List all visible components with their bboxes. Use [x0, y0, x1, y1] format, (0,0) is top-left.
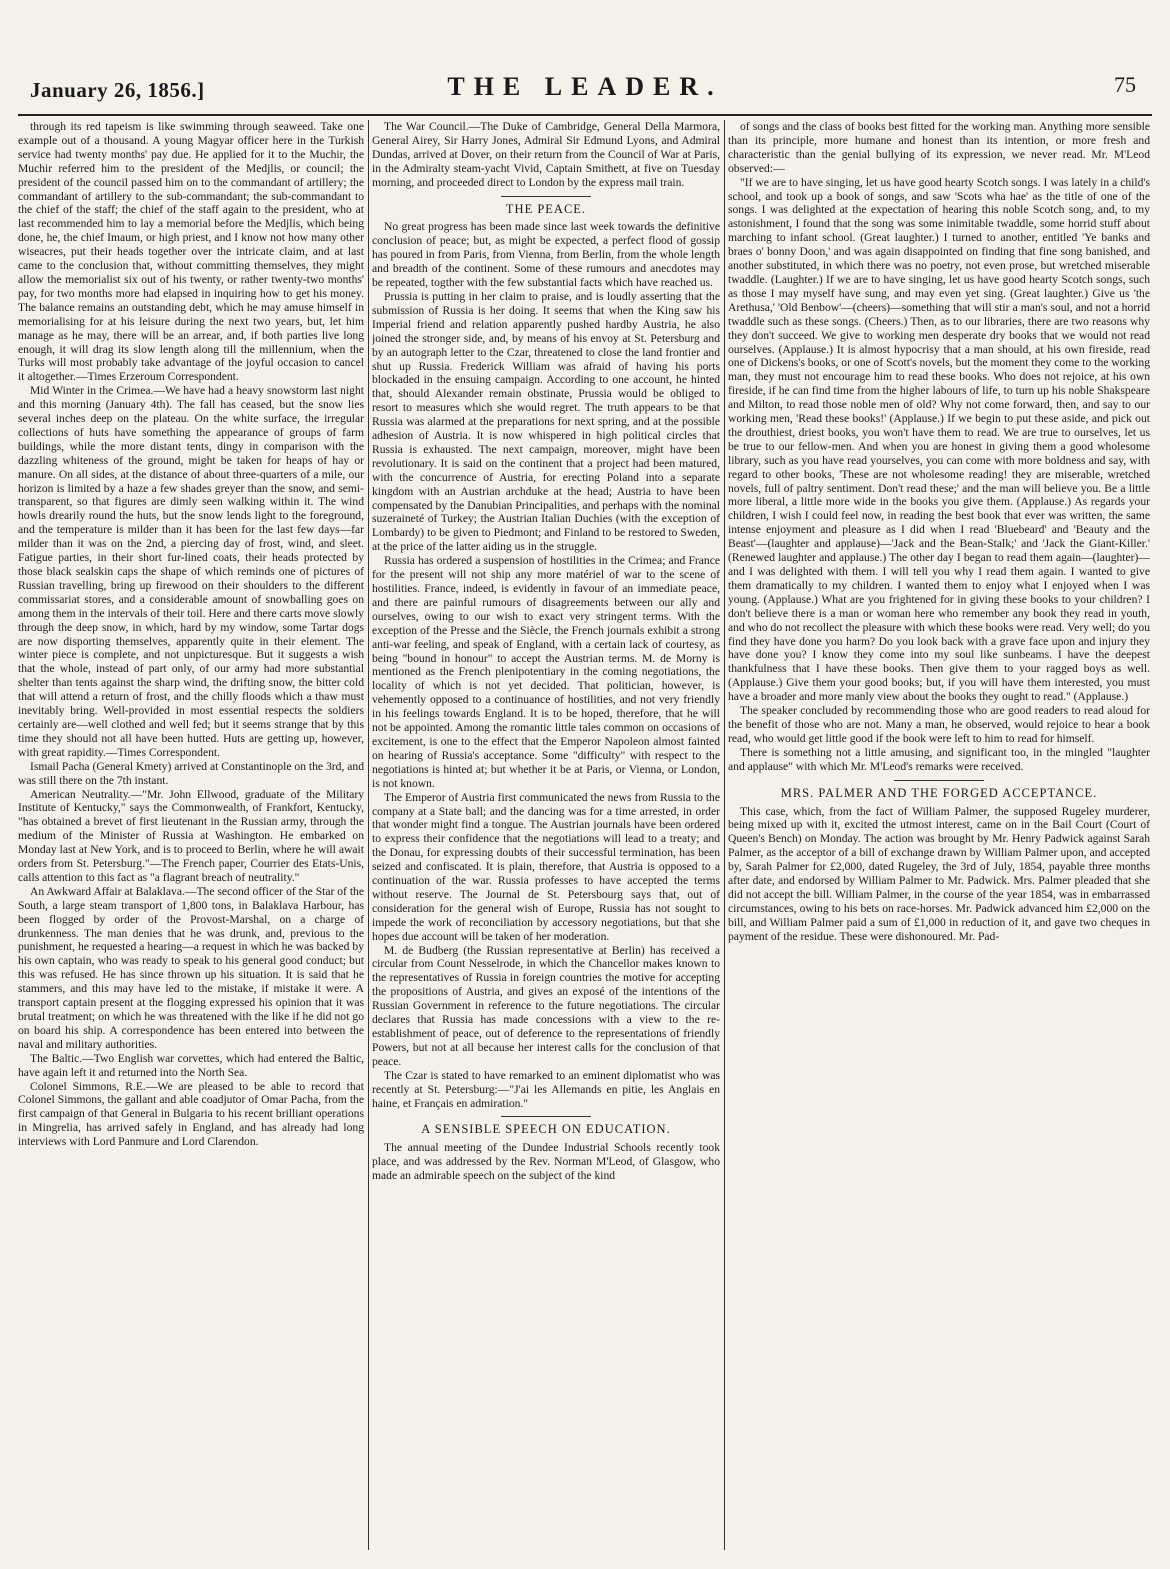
- paragraph: The speaker concluded by recommending those who are good readers to read aloud for the benefit of those who are not. Many a man, he observed, would rejoice to hear a book read, who would get little good if the book were left to him to read for himself.: [728, 704, 1150, 745]
- masthead: [20, 70, 1150, 106]
- column-1: [18, 120, 364, 1550]
- paragraph: American Neutrality.—"Mr. John Ellwood, graduate of the Military Institute of Kentucky," says the Commonwealth, of Frankfort, Kentucky, "has obtained a brevet of first lieutenant in the Russian army, through the medium of the Minister of Russia at Washington. He embarked on Monday last at New York, and is to proceed to Berlin, where he will await orders from St. Petersburg."—The French paper, Courrier des Etats-Unis, calls attention to this fact as "a flagrant breach of neutrality.": [18, 787, 364, 884]
- issue-date: January 26, 1856.]: [30, 78, 205, 102]
- paragraph: Prussia is putting in her claim to praise, and is loudly asserting that the submission of Russia is her doing. It seems that when the King saw his Imperial friend and relation apparently pushed hardby Austria, he also joined the stronger side, and, by means of his envoy at St. Petersburg and by an autograph letter to the Czar, threatened to close the land frontier and shut up Russia. Frederick William was afraid of having his ports blockaded in the ensuing campaign. According to one account, he hinted that, should Alexander remain obstinate, Prussia would be obliged to resort to measures which she would regret. The truth appears to be that Russia was alarmed at the preparations for next spring, and at the possible adhesion of Austria. It is now whispered in high political circles that Russia is exhausted. The next campaign, moreover, might have been revolutionary. It is said on the continent that a project had been matured, with the concurrence of Austria, for erecting Poland into a separate kingdom with an Austrian archduke at the head; Austria to have been compensated by the Danubian Principalities, and perhaps with the nominal suzeraineté of Turkey; the Austrian Italian Duchies (with the exception of Lombardy) to be given to Piedmont; and Finland to be restored to Sweden, at the price of the latter aiding us in the struggle.: [372, 289, 720, 554]
- paragraph: Colonel Simmons, R.E.—We are pleased to be able to record that Colonel Simmons, the gallant and able coadjutor of Omar Pacha, from the first campaign of that General in Bulgaria to his recent brilliant operations in Mingrelia, has arrived safely in England, and has already had long interviews with Lord Panmure and Lord Clarendon.: [18, 1079, 364, 1149]
- paragraph: of songs and the class of books best fitted for the working man. Anything more sensible than its principle, more humane and honest than its intention, or more fresh and characteristic than the genial bullying of its expression, we never read. Mr. M'Leod observed:—: [728, 120, 1150, 175]
- page-number: 75: [1114, 72, 1136, 97]
- paragraph: The Czar is stated to have remarked to an eminent diplomatist who was recently at St. Petersburg:—"J'ai les Allemands en pitie, les Anglais en haine, et Français en admiration.": [372, 1068, 720, 1110]
- section-rule: [501, 1116, 591, 1117]
- section-heading: THE PEACE.: [505, 201, 587, 216]
- paragraph: Russia has ordered a suspension of hostilities in the Crimea; and France for the present will not ship any more matériel of war to the scene of hostilities. France, indeed, is evidently in favour of an immediate peace, and there are painful rumours of disagreements between our ally and ourselves, owing to our wish to exact very stringent terms. With the exception of the Presse and the Siècle, the French journals exhibit a strong anti-war feeling, and speak of England, with a certain lack of courtesy, as being "bound in honour" to accept the Austrian terms. M. de Morny is mentioned as the French plenipotentiary in the coming negotiations, the locality of which is not yet decided. That politician, however, is vehemently opposed to a continuance of hostilities, and not very friendly in his feelings towards England. It is to be hoped, therefore, that he will not be appointed. Among the romantic little tales common on occasions of excitement, is one to the effect that the Emperor Napoleon almost fainted on hearing of Russia's acceptance. Some "difficulty" with respect to the negotiations is hinted at; but whether it be at Paris, or Vienna, or London, is not known.: [372, 554, 720, 790]
- paragraph: There is something not a little amusing, and significant too, in the mingled "laughter and applause" with which Mr. M'Leod's remarks were received.: [728, 745, 1150, 773]
- column-divider: [368, 120, 369, 1550]
- section-rule: [501, 196, 591, 197]
- column-2: [372, 120, 720, 1550]
- section-heading: MRS. PALMER AND THE FORGED ACCEPTANCE.: [780, 785, 1098, 800]
- paragraph: The annual meeting of the Dundee Industrial Schools recently took place, and was addressed by the Rev. Norman M'Leod, of Glasgow, who made an admirable speech on the subject of the kind: [372, 1141, 720, 1183]
- masthead-rule: [18, 114, 1152, 116]
- paragraph: Mid Winter in the Crimea.—We have had a heavy snowstorm last night and this morning (January 4th). The fall has ceased, but the snow lies several inches deep on the plateau. On the white surface, the irregular collections of huts have something the appearance of groups of farm buildings, while the more distant tents, dingy in comparison with the dazzling whiteness of the ground, might be taken for heaps of hay or manure. On all sides, at the distance of about three-quarters of a mile, our horizon is limited by a haze a few shades greyer than the snow, and semi-transparent, so that figures are dimly seen walking within it. The wind howls drearily round the huts, but the snow lends light to the foreground, and the temperature is milder than it has been for the last few days—far milder than it was on the 2nd, a piercing day of frost, wind, and sleet. Fatigue parties, in their short fur-lined coats, their heads protected by those black sealskin caps the shape of which reminds one of pictures of Russian travelling, bring up firewood on their shoulders to the different commissariat stores, and a considerable amount of snowballing goes on among them in the intervals of their toil. Here and there carts move slowly through the deep snow, in which, hard by my window, some Tartar dogs are now disporting themselves, apparently quite in their element. The winter piece is complete, and not unpicturesque. But it suggests a wish that the whole, instead of part only, of our army had more substantial shelter than tents against the sharp wind, the drifting snow, the bitter cold that will attend a return of frost, and the chilly floods which a thaw must inevitably bring. Well-provided in most essential respects the soldiers certainly are—well clothed and well fed; but it seems strange that by this time they should not all have been hutted. Huts are getting up, however, with great rapidity.—Times Correspondent.: [18, 384, 364, 759]
- newspaper-title: THE LEADER.: [447, 72, 723, 101]
- section-rule: [894, 780, 984, 781]
- section-heading: A SENSIBLE SPEECH ON EDUCATION.: [421, 1122, 671, 1137]
- quotation: "If we are to have singing, let us have good hearty Scotch songs. I was lately in a child's school, and took up a book of songs, and saw 'Scots wha hae' as the title of one of the songs. I was delighted at the expectation of hearing this noble Scotch song, and, to my astonishment, I found that the song was some inimitable twaddle, some horrid stuff about marching to infant school. (Great laughter.) I turned to another, entitled 'Ye banks and braes o' bonny Doon,' and was again disappointed on finding that fine song banished, and another substituted, in which there was no poetry, not even prose, but wretched miserable twaddle. (Laughter.) If we are to have singing, let us have good hearty Scotch songs, such as those I may myself have sung, and may even yet sing. (Great laughter.) Give us 'the Arethusa,' 'Old Benbow'—(cheers)—something that will stir a man's soul, and not a horrid twaddle such as these songs. (Cheers.) Then, as to our libraries, there are two reasons why they don't succeed. We give to working men desperate dry books that we would not read ourselves. (Applause.) It is almost hypocrisy that a man should, at his own fireside, read one of Dickens's books, or one of Scott's novels, but the moment they come to the working man, they must not encourage him to read these books. Who does not rejoice, at his own fireside, if he can find time from the higher labours of life, to turn up his noble Shakspeare and Milton, to read those noble men of old? Why not come forward, then, and say to our working men, 'Read these books!' (Applause.) If we begin to put these aside, and pick out the drouthiest, driest books, you won't have them to read. We are true to ourselves, let us be true to our fellow-men. And when you are honest in giving them a good wholesome library, such as you have read yourselves, you can come with more boldness and say, with regard to other books, 'These are not wholesome reading! they are miserable, wretched novels, full of paltry sentiment. Don't read these;' and the man will believe you. Be a little more liberal, a little more wide in the books you give them. (Applause.) As regards your children, I wish I could feel now, in reading the best book that ever was written, the same intense enjoyment and pleasure as I did when I read 'Bluebeard' and 'Beauty and the Beast'—(laughter and applause)—'Jack and the Bean-Stalk;' and 'Jack the Giant-Killer.' (Renewed laughter and applause.) The other day I began to read them again—(laughter)—and I was delighted with them. I will tell you why I read them again. I wanted to give them dramatically to my children. I wanted them to enjoy what I enjoyed when I was young. (Applause.) What are you frightened for in giving these books to your children? I don't believe there is a man or woman here who remember any book they read in youth, and who do not recollect the pleasure with which these books were read. Very well; do you find they have done you harm? Do you look back with a grave face upon and injury they have done you? I know they come into my soul like sunbeams. I have the deepest thankfulness that I have these books. Then give them to your ragged boys as well. (Applause.) Give them your good books; but, if you will have them interested, you must have a broader and more manly view about the books they ought to read." (Applause.): [728, 175, 1150, 704]
- paragraph: No great progress has been made since last week towards the definitive conclusion of peace; but, as might be expected, a perfect flood of gossip has poured in from Paris, from Vienna, from Berlin, from the whole length and breadth of the continent. Some of these rumours and anecdotes may be repeated, togther with the few substantial facts which have reached us.: [372, 220, 720, 290]
- paragraph: This case, which, from the fact of William Palmer, the supposed Rugeley murderer, being mixed up with it, excited the utmost interest, came on in the Bail Court (Court of Queen's Bench) on Monday. The action was brought by Mr. Henry Padwick against Sarah Palmer, as the acceptor of a bill of exchange drawn by William Palmer upon, and accepted by, Sarah Palmer for £2,000, dated Rugeley, the 3rd of July, 1854, payable three months after date, and endorsed by William Palmer to Mr. Padwick. Mrs. Palmer pleaded that she did not accept the bill. William Palmer, in the course of the year 1854, was in embarrassed circumstances, owing to his bets on race-horses. Mr. Padwick advanced him £2,000 on the bill, and William Palmer paid a sum of £1,000 in reduction of it, and gave two cheques in payment of the residue. These were dishonoured. Mr. Pad-: [728, 804, 1150, 943]
- paragraph: Ismail Pacha (General Kmety) arrived at Constantinople on the 3rd, and was still there on the 7th instant.: [18, 759, 364, 787]
- paragraph: The Emperor of Austria first communicated the news from Russia to the company at a State ball; and the dancing was for a time arrested, in order that wonder might find a tongue. The Austrian journals have been ordered to express their confidence that the negotiations will lead to a treaty; and the Donau, for expressing doubts of their successful termination, has been seized and confiscated. It is plain, therefore, that Austria is opposed to a continuation of the war. Russia professes to have accepted the terms without reserve. The Journal de St. Petersbourg says that, out of consideration for the general wish of Europe, Russia has not sought to impede the work of reconciliation by accessory negotiations, but that she hopes due account will be taken of her moderation.: [372, 790, 720, 943]
- paragraph: An Awkward Affair at Balaklava.—The second officer of the Star of the South, a large steam transport of 1,800 tons, in Balaklava Harbour, has been flogged by order of the Provost-Marshal, on a charge of drunkenness. The man denies that he was drunk, and, previous to the punishment, he requested a hearing—a request in which he was backed by his own captain, who was ready to speak to his general good conduct; but this was refused. He has since thrown up his situation. It is said that he stammers, and this may have led to the mistake, if mistake it were. A transport captain present at the flogging expressed his opinion that it was brutal treatment; on which he was threatened with the like if he did not go on board his ship. A correspondence has been entered into between the naval and military authorities.: [18, 884, 364, 1051]
- column-3: [728, 120, 1150, 1550]
- paragraph: The Baltic.—Two English war corvettes, which had entered the Baltic, have again left it and returned into the North Sea.: [18, 1051, 364, 1079]
- paragraph: M. de Budberg (the Russian representative at Berlin) has received a circular from Count Nesselrode, in which the Chancellor makes known to the representatives of Russia in foreign countries the motive for accepting the propositions of Austria, and gives an exposé of the intentions of the Russian Government in reference to the future negotiations. The circular declares that Russia has made concessions with a view to the re-establishment of peace, out of deference to the representations of friendly Powers, but not at all because her interest calls for the conclusion of that peace.: [372, 943, 720, 1068]
- paragraph: The War Council.—The Duke of Cambridge, General Della Marmora, General Airey, Sir Harry Jones, Admiral Sir Edmund Lyons, and Admiral Dundas, arrived at Dover, on their return from the Council of War at Paris, in the Admiralty steam-yacht Vivid, Captain Smithett, at five on Tuesday morning, and proceeded direct to London by the express mail train.: [372, 120, 720, 189]
- column-divider: [724, 120, 725, 1550]
- paragraph: through its red tapeism is like swimming through seaweed. Take one example out of a thousand. A young Magyar officer here in the Turkish service had twenty months' pay due. He applied for it to the Muchir, the Muchir referred him to the president of the Medjlis, or council; the president of the council passed him on to the commandant of artillery; the commandant of artillery to the sub-commandant; the sub-commandant to the chief of the staff; the chief of the staff again to the president, who at last recommended him to lay a memorial before the Medjlis, which being done, he, the chief Imaum, or high priest, and I know not how many other wiseacres, put their heads together over the intricate claim, and at last came to the conclusion that, without committing themselves, they might allow the memorialist six out of his twenty, or rather twenty-two months' pay, for two months more had elapsed in inquiring how to get his money. The balance remains an outstanding debt, which he may amuse himself in memorialising for at his leisure during the next two years, but, let him manage as he may, there will be an arrear, and, if both parties live long enough, it will drag its slow length along till the millennium, when the Turks will most probably take advantage of the joyful occasion to cancel it altogether.—Times Erzeroum Correspondent.: [18, 120, 364, 384]
